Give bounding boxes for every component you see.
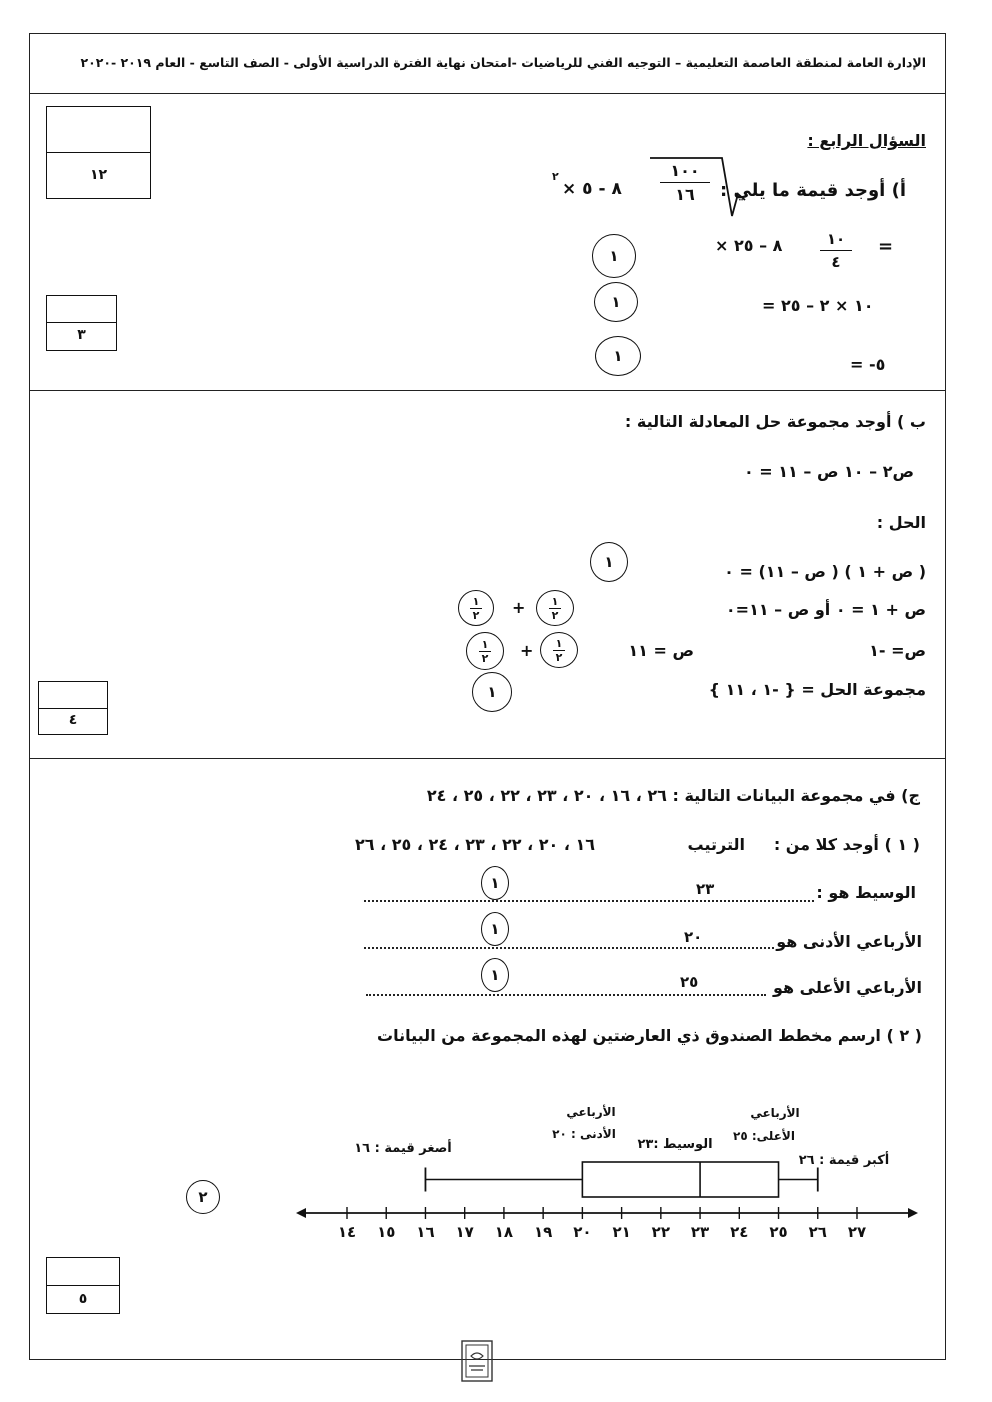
mark-circle: ١ (594, 282, 638, 322)
question-title: السؤال الرابع : (807, 131, 926, 150)
q1-label-top: الأرباعي (566, 1105, 616, 1119)
box-q1-q3 (582, 1162, 778, 1197)
q1-label: الأرباعي الأدنى هو (776, 932, 922, 951)
score-c: ٥ (78, 1291, 88, 1307)
divider-part-b (29, 758, 946, 759)
q1-answer-line (364, 947, 774, 949)
half-mark-circle: $\frac{١}{٢}$ (458, 590, 494, 626)
mark-circle: ١ (595, 336, 641, 376)
arrow-right-icon (908, 1208, 918, 1218)
step1-denominator: ٤ (831, 253, 841, 271)
q3-value: ٢٥ (680, 973, 699, 991)
mark-circle: ١ (481, 958, 509, 992)
axis-tick-label: ١٧ (455, 1223, 474, 1241)
score-a: ٣ (77, 327, 86, 343)
mark-circle: ١ (481, 866, 509, 900)
sqrt-denominator: ١٦ (675, 185, 695, 204)
part-a-expr-rest: × ٨ - ٥ (562, 179, 622, 199)
score-box-a (46, 295, 117, 351)
solution-label: الحل : (876, 513, 926, 532)
step2: = ١٠ × ٢ – ٢٥ (762, 296, 874, 315)
median-label: الوسيط :٢٣ (637, 1137, 713, 1152)
axis-tick-label: ٢٦ (808, 1223, 827, 1241)
solution-line2: ص + ١ = ٠ أو ص – ١١=٠ (725, 600, 926, 619)
mark-circle: ١ (481, 912, 509, 946)
step3: = -٥ (850, 355, 886, 374)
score-box-c (46, 1257, 120, 1314)
divider-part-a (29, 390, 946, 391)
arrow-left-icon (296, 1208, 306, 1218)
ordered-values: ١٦ ، ٢٠ ، ٢٢ ، ٢٣ ، ٢٤ ، ٢٥ ، ٢٦ (355, 835, 596, 854)
score-b: ٤ (68, 712, 78, 728)
axis-tick-label: ٢٥ (769, 1223, 788, 1241)
q3-label: الأرباعي الأعلى هو (772, 978, 922, 997)
solution-line1: ( ص + ١ ) ( ص – ١١) = ٠ (724, 562, 926, 581)
step1-fraction (820, 230, 852, 271)
half-mark-circle: $\frac{١}{٢}$ (466, 632, 504, 670)
score-box-total (46, 106, 151, 199)
axis-tick-label: ٢٠ (573, 1223, 592, 1241)
q1-value: ٢٠ (684, 928, 703, 946)
solution-line3a: ص= -١ (869, 641, 926, 660)
max-label: أكبر قيمة : ٢٦ (798, 1153, 890, 1168)
median-value: ٢٣ (696, 880, 715, 898)
draw-label: ( ٢ ) ارسم مخطط الصندوق ذي العارضتين لهذه المجموعة من البيانات (377, 1026, 922, 1045)
divider-header (29, 93, 946, 94)
part-a-prompt: أ) أوجد قيمة ما يلي : (720, 180, 906, 201)
q3-answer-line (366, 994, 766, 996)
part-a-exponent: ٢ (552, 170, 559, 183)
part-b-prompt: ب ) أوجد مجموعة حل المعادلة التالية : (624, 412, 926, 431)
mark-circle: ٢ (186, 1180, 220, 1214)
mark-circle: ١ (472, 672, 512, 712)
axis-tick-label: ٢٧ (847, 1223, 867, 1241)
solution-line3b: ص = ١١ (628, 641, 694, 660)
half-mark-circle: $\frac{١}{٢}$ (536, 590, 574, 626)
step1-rest: × ٨ – ٢٥ (715, 236, 783, 255)
step1-numerator: ١٠ (826, 230, 846, 248)
order-label: الترتيب (687, 835, 745, 854)
solution-line4: مجموعة الحل = { -١ ، ١١ } (708, 680, 926, 699)
half-mark-circle: $\frac{١}{٢}$ (540, 632, 578, 668)
axis-tick-label: ١٦ (416, 1223, 435, 1241)
axis-tick-label: ١٥ (377, 1223, 396, 1241)
footer-logo (459, 1338, 495, 1384)
axis-tick-label: ٢١ (612, 1223, 631, 1241)
sqrt-numerator: ١٠٠ (670, 161, 700, 180)
axis-tick-label: ٢٣ (690, 1223, 710, 1241)
score-box-b (38, 681, 108, 735)
axis-tick-label: ١٨ (494, 1223, 514, 1241)
q3-label-top: الأرباعي (750, 1106, 800, 1120)
axis-tick-label: ٢٢ (651, 1223, 670, 1241)
q3-label-bottom: الأعلى: ٢٥ (733, 1129, 795, 1143)
box-plot (0, 1090, 992, 1260)
find-label: ( ١ ) أوجد كلا من : (773, 835, 920, 854)
exam-header: الإدارة العامة لمنطقة العاصمة التعليمية – التوجيه الفني للرياضيات -امتحان نهاية الفترة الدراسية الأولى - الصف التاسع - العام ٢٠١٩ -٢٠٢٠ (80, 55, 926, 70)
q1-label-bottom: الأدنى : ٢٠ (552, 1127, 616, 1141)
sqrt-fraction (660, 161, 710, 204)
axis-tick-label: ٢٤ (730, 1223, 749, 1241)
mark-circle: ١ (590, 542, 628, 582)
part-c-prompt: ج) في مجموعة البيانات التالية : ٢٦ ، ١٦ ، ٢٠ ، ٢٣ ، ٢٢ ، ٢٥ ، ٢٤ (426, 786, 920, 805)
score-total: ١٢ (89, 167, 108, 183)
axis-tick-label: ١٩ (533, 1223, 553, 1241)
plus-sign: + (512, 598, 526, 617)
step1-equals: = (878, 236, 894, 257)
plus-sign: + (520, 641, 534, 660)
median-label: الوسيط هو : (816, 883, 916, 902)
axis-tick-label: ١٤ (337, 1223, 357, 1241)
min-label: أصغر قيمة : ١٦ (354, 1141, 452, 1156)
median-answer-line (364, 900, 814, 902)
part-b-equation: ص٢ – ١٠ ص – ١١ = ٠ (743, 462, 914, 481)
mark-circle: ١ (592, 234, 636, 278)
